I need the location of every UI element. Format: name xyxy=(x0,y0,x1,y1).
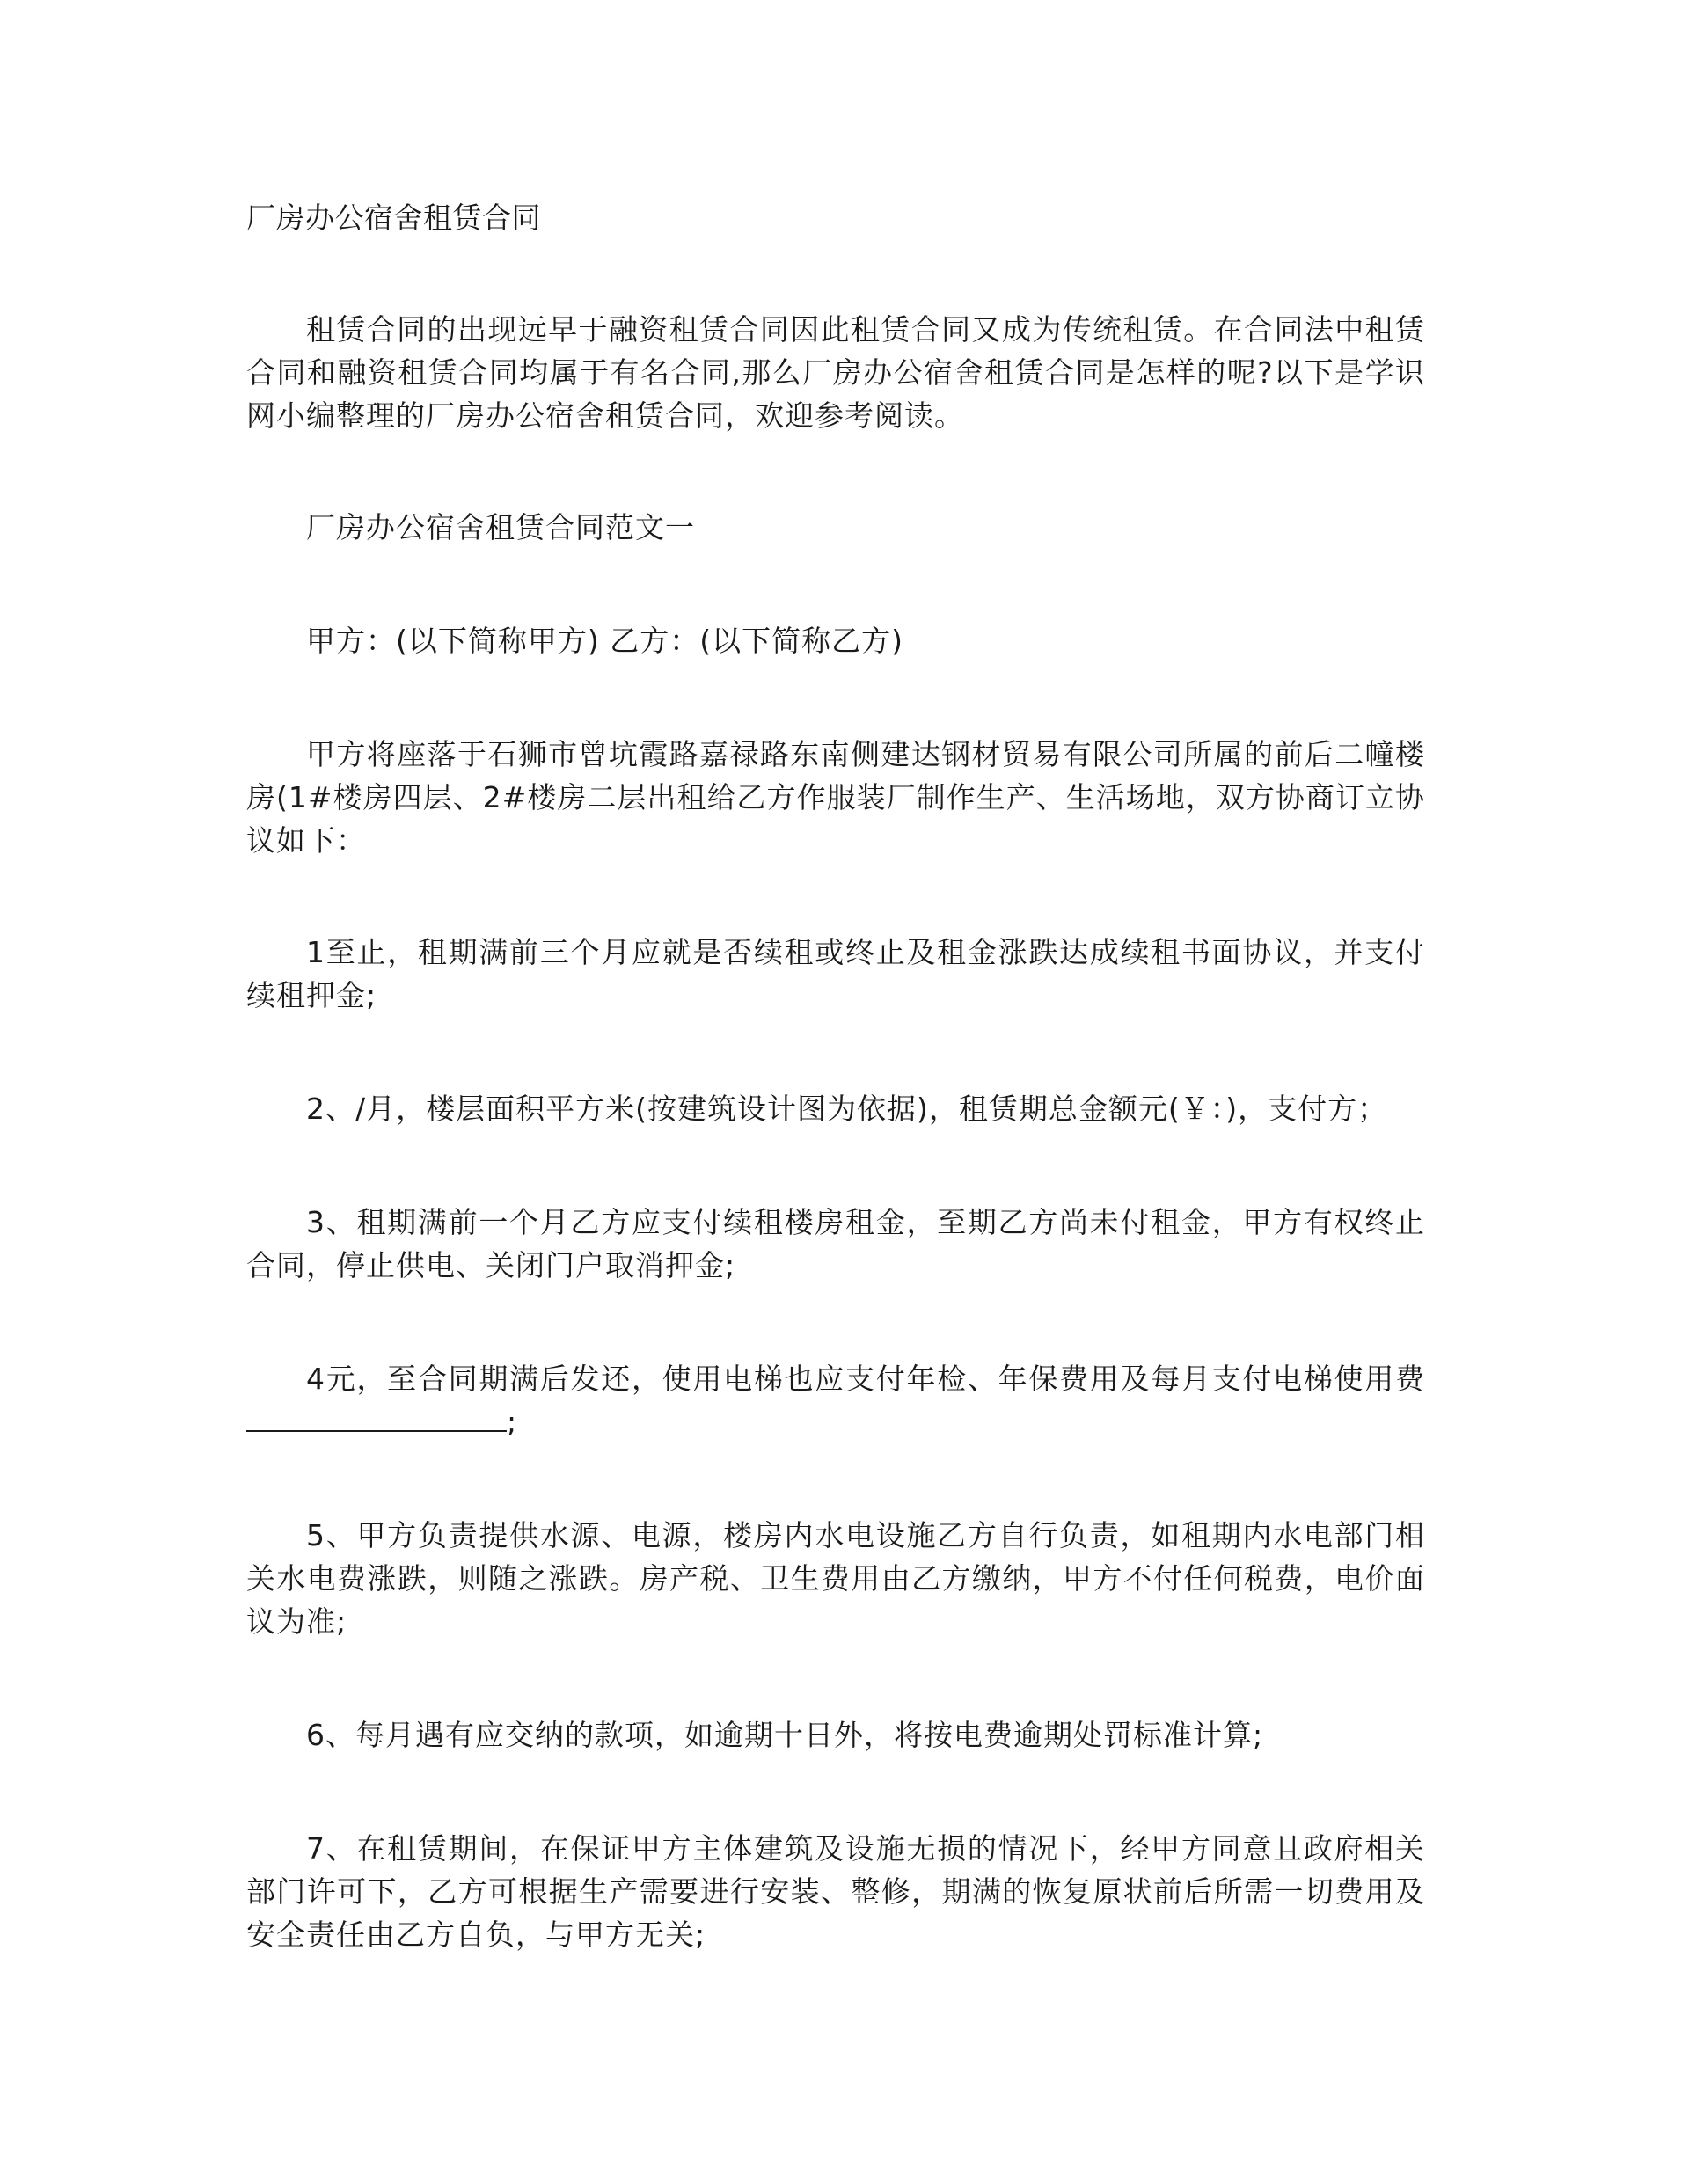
clause-2: 2、/月，楼层面积平方米(按建筑设计图为依据)，租赁期总金额元(￥：)，支付方； xyxy=(306,1092,1388,1126)
clause-4-end: ; xyxy=(507,1405,518,1439)
document-title: 厂房办公宿舍租赁合同 xyxy=(246,201,541,235)
clause-1: 1至止，租期满前三个月应就是否续租或终止及租金涨跌达成续租书面协议，并支付续租押金; xyxy=(246,935,1425,1012)
clause-5: 5、甲方负责提供水源、电源，楼房内水电设施乙方自行负责，如租期内水电部门相关水电费涨跌，则随之涨跌。房产税、卫生费用由乙方缴纳，甲方不付任何税费，电价面议为准; xyxy=(246,1518,1425,1639)
sample-heading: 厂房办公宿舍租赁合同范文一 xyxy=(306,510,695,544)
intro-paragraph: 租赁合同的出现远早于融资租赁合同因此租赁合同又成为传统租赁。在合同法中租赁合同和融资租赁合同均属于有名合同,那么厂房办公宿舍租赁合同是怎样的呢?以下是学识网小编整理的厂房办公宿舍租赁合同，欢迎参考阅读。 xyxy=(246,312,1425,433)
clause-7: 7、在租赁期间，在保证甲方主体建筑及设施无损的情况下，经甲方同意且政府相关部门许可下，乙方可根据生产需要进行安装、整修，期满的恢复原状前后所需一切费用及安全责任由乙方自负，与甲方无关; xyxy=(246,1831,1425,1952)
document-body xyxy=(246,197,1425,1956)
premises-paragraph: 甲方将座落于石狮市曾坑霞路嘉禄路东南侧建达钢材贸易有限公司所属的前后二幢楼房(1#楼房四层、2#楼房二层出租给乙方作服装厂制作生产、生活场地，双方协商订立协议如下： xyxy=(246,737,1425,858)
clause-4-text: 4元，至合同期满后发还，使用电梯也应支付年检、年保费用及每月支付电梯使用费 xyxy=(306,1362,1425,1396)
clause-4 xyxy=(246,1357,1425,1443)
fill-in-blank-line xyxy=(246,1406,507,1432)
parties-paragraph: 甲方：(以下简称甲方) 乙方：(以下简称乙方) xyxy=(306,624,903,658)
clause-3: 3、租期满前一个月乙方应支付续租楼房租金，至期乙方尚未付租金，甲方有权终止合同，停止供电、关闭门户取消押金; xyxy=(246,1205,1425,1282)
clause-6: 6、每月遇有应交纳的款项，如逾期十日外，将按电费逾期处罚标准计算; xyxy=(306,1718,1264,1752)
